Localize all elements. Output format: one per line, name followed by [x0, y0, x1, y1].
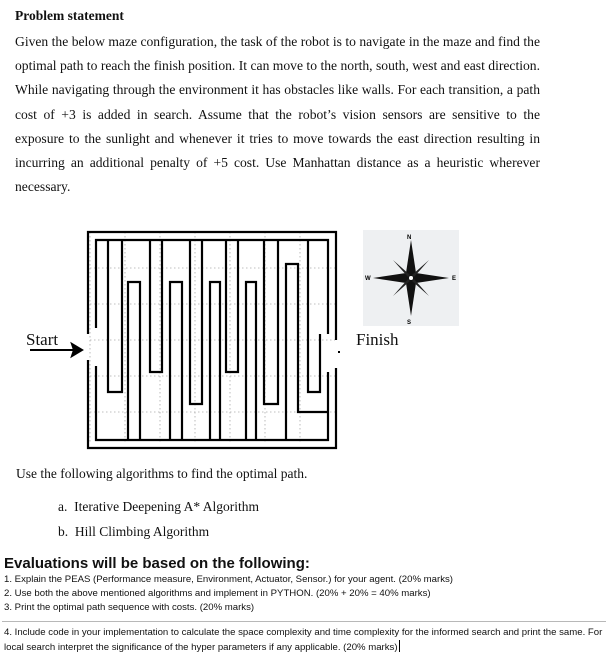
evaluations-heading: Evaluations will be based on the following:	[4, 555, 310, 572]
algorithm-label: Iterative Deepening A* Algorithm	[74, 499, 259, 514]
compass-north: N	[407, 235, 412, 241]
divider	[2, 621, 606, 622]
finish-label: Finish	[356, 330, 399, 349]
algorithm-marker: a.	[58, 499, 68, 514]
evaluation-item: 3. Print the optimal path sequence with costs. (20% marks)	[4, 602, 255, 613]
compass-south: S	[407, 320, 412, 326]
text-cursor	[399, 640, 400, 652]
maze-figure	[20, 222, 340, 454]
algorithm-item	[58, 499, 259, 515]
evaluation-item: 1. Explain the PEAS (Performance measure, Environment, Actuator, Sensor.) for your agent. (20% marks)	[4, 574, 453, 585]
algorithm-item	[58, 524, 209, 540]
compass-east: E	[452, 276, 457, 282]
compass-rose-icon	[363, 230, 459, 326]
evaluation-item: 2. Use both the above mentioned algorithms and implement in PYTHON. (20% + 20% = 40% marks)	[4, 588, 431, 599]
algorithms-intro: Use the following algorithms to find the optimal path.	[16, 466, 308, 481]
problem-paragraph: Given the below maze configuration, the task of the robot is to navigate in the maze and find the optimal path to reach the finish position. It can move to the north, south, west and east direction. While navigating through the environment it has obstacles like walls. For each transition, a path cost of +3 is added in search. Assume that the robot’s vision sensors are sensitive to the exposure to the sunlight and whenever it tries to move towards the east direction resulting in incurring an additional penalty of +5 cost. Use Manhattan distance as a heuristic wherever necessary.	[15, 34, 540, 195]
finish-arrow	[338, 346, 340, 358]
evaluation-item-editable[interactable]	[4, 626, 604, 655]
problem-title: Problem statement	[15, 8, 124, 23]
compass-west: W	[365, 276, 371, 282]
evaluation-item-text: 4. Include code in your implementation to calculate the space complexity and time complexity for the informed search and print the same. For local search interpret the significance of the hyper parameters if any applicable. (20% marks)	[4, 627, 603, 653]
start-label: Start	[26, 330, 59, 349]
algorithm-marker: b.	[58, 524, 69, 539]
algorithm-label: Hill Climbing Algorithm	[74, 524, 210, 539]
